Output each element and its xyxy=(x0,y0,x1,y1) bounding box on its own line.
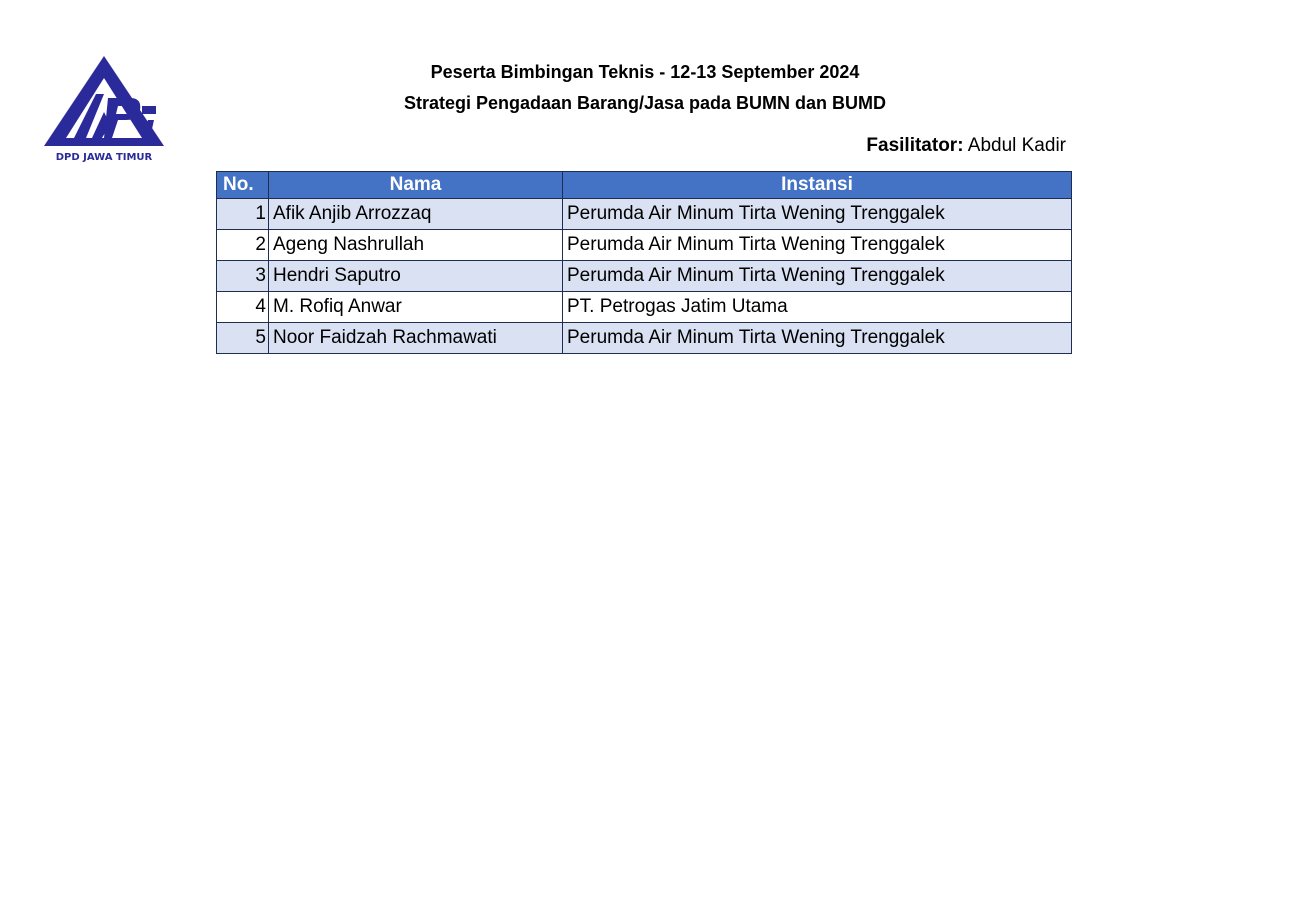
cell-instansi: Perumda Air Minum Tirta Wening Trenggalek xyxy=(563,230,1072,261)
cell-instansi: PT. Petrogas Jatim Utama xyxy=(563,292,1072,323)
cell-no: 5 xyxy=(217,323,269,354)
column-header-no: No. xyxy=(217,172,269,199)
table-header-row xyxy=(217,172,1072,199)
facilitator-label: Fasilitator: xyxy=(866,135,964,156)
title-line-1-text: Peserta Bimbingan Teknis - 12-13 September 2024 xyxy=(430,62,860,82)
facilitator-name: Abdul Kadir xyxy=(967,135,1066,156)
participant-table xyxy=(216,171,1072,354)
page-title-line-1 xyxy=(0,60,1290,84)
cell-instansi: Perumda Air Minum Tirta Wening Trenggalek xyxy=(563,261,1072,292)
cell-nama: Ageng Nashrullah xyxy=(269,230,563,261)
cell-no: 1 xyxy=(217,199,269,230)
title-line-2-text: Strategi Pengadaan Barang/Jasa pada BUMN dan BUMD xyxy=(403,93,887,113)
table-row xyxy=(217,261,1072,292)
table-row xyxy=(217,230,1072,261)
cell-nama: M. Rofiq Anwar xyxy=(269,292,563,323)
column-header-nama: Nama xyxy=(269,172,563,199)
table-row xyxy=(217,323,1072,354)
logo-caption: DPD JAWA TIMUR xyxy=(55,152,153,163)
cell-instansi: Perumda Air Minum Tirta Wening Trenggalek xyxy=(563,199,1072,230)
cell-nama: Hendri Saputro xyxy=(269,261,563,292)
column-header-instansi: Instansi xyxy=(563,172,1072,199)
table-row xyxy=(217,292,1072,323)
page-title-line-2 xyxy=(0,91,1290,115)
cell-no: 4 xyxy=(217,292,269,323)
cell-nama: Noor Faidzah Rachmawati xyxy=(269,323,563,354)
cell-instansi: Perumda Air Minum Tirta Wening Trenggalek xyxy=(563,323,1072,354)
facilitator-line xyxy=(866,134,1066,158)
cell-no: 3 xyxy=(217,261,269,292)
cell-nama: Afik Anjib Arrozzaq xyxy=(269,199,563,230)
cell-no: 2 xyxy=(217,230,269,261)
table-row xyxy=(217,199,1072,230)
